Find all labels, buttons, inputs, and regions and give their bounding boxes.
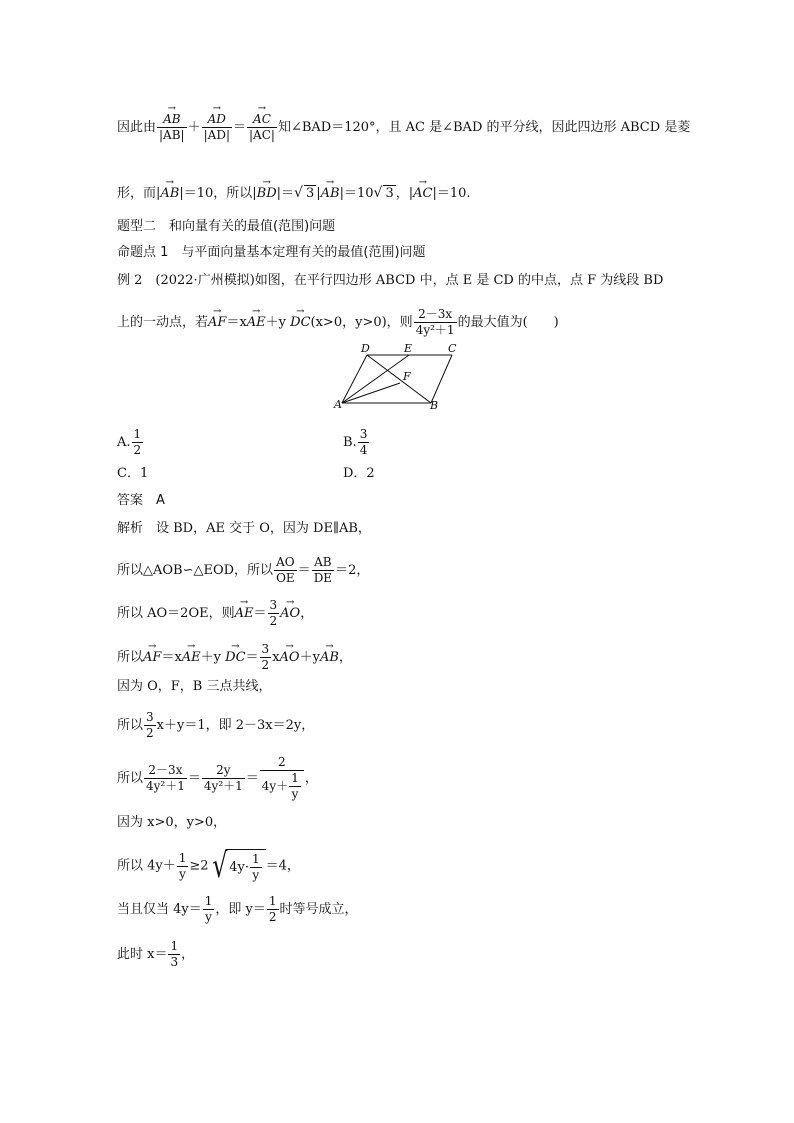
numerator: 1 <box>170 939 179 953</box>
text: ，| <box>395 186 414 201</box>
sqrt-sign: √ <box>373 185 383 201</box>
denominator: y <box>252 868 260 882</box>
equals-sign: ＝ <box>232 120 246 135</box>
numerator: 1 <box>268 894 277 908</box>
sqrt-3: 3 <box>305 186 315 201</box>
solution-line-10 <box>117 894 358 925</box>
denominator: DE <box>313 571 333 585</box>
solution-line-6 <box>117 710 314 741</box>
fraction <box>144 710 156 741</box>
text: 所以△AOB∽△EOD，所以 <box>117 563 274 578</box>
text: 上的一动点，若 <box>117 315 209 330</box>
fraction <box>260 642 272 673</box>
option-c: C．1 <box>117 466 149 481</box>
vector-bd: → BD <box>257 184 277 204</box>
fraction <box>358 427 370 458</box>
text: ＝x <box>161 650 182 665</box>
label-e: E <box>404 342 413 355</box>
vector-dc: → DC <box>290 313 310 333</box>
solution-line-11 <box>117 939 194 970</box>
solution-line-5: 因为 O，F，B 三点共线， <box>117 679 272 694</box>
text: 所以 AO＝2OE，则 <box>117 606 235 621</box>
denominator: 4 <box>359 443 368 457</box>
numerator: 2y <box>202 763 245 779</box>
label-c: C <box>448 342 457 355</box>
numerator: 1 <box>291 771 299 785</box>
line-rhombus-2 <box>117 183 471 204</box>
numerator: AB <box>312 555 334 571</box>
vector-ab: → AB <box>320 648 339 668</box>
text: ＋y <box>265 315 291 330</box>
magnitude-ab: |AB| <box>159 128 185 142</box>
option-b <box>343 427 370 458</box>
text: 所以 <box>117 771 144 786</box>
solution-line-4 <box>117 642 352 673</box>
denominator: 4y²＋1 <box>203 779 243 793</box>
equals-sign: ＝ <box>245 771 259 786</box>
fraction <box>168 939 180 970</box>
numerator: 3 <box>359 427 368 441</box>
solution-line-2 <box>117 555 369 586</box>
numerator: 3 <box>146 710 154 724</box>
text: 所以 <box>117 650 144 665</box>
text: 当且仅当 4y＝ <box>117 902 202 917</box>
fraction <box>203 894 215 925</box>
plus-sign: ＋ <box>187 120 201 135</box>
text: ＝2， <box>335 563 370 578</box>
edge-bc <box>431 355 452 403</box>
denominator: 2 <box>269 614 278 628</box>
denominator: y <box>291 787 299 801</box>
text: ， <box>300 606 314 621</box>
example-2-line-1: 例 2 (2022·广州模拟)如图，在平行四边形 ABCD 中，点 E 是 CD 的中点，点 F 为线段 BD <box>117 273 664 288</box>
denominator: OE <box>276 571 295 585</box>
numerator: AO <box>274 555 297 571</box>
label-a: A <box>334 398 342 411</box>
numerator: 2－3x <box>144 763 187 779</box>
text: ， <box>304 771 318 786</box>
solution-line-3 <box>117 598 313 629</box>
magnitude-ad: |AD| <box>203 128 230 142</box>
numerator: 2－3x <box>414 307 457 323</box>
option-label: B. <box>343 435 357 450</box>
text: |＝10. <box>432 186 471 201</box>
label-f: F <box>403 370 411 383</box>
vector-ao: → AO <box>280 604 300 624</box>
vector-ao: → AO <box>280 648 300 668</box>
magnitude-ac: |AC| <box>249 128 275 142</box>
solution-line-9 <box>117 846 300 886</box>
text: 的最大值为( ) <box>457 315 559 330</box>
line-rhombus-1 <box>117 112 690 143</box>
section-heading: 题型二 和向量有关的最值(范围)问题 <box>117 219 336 234</box>
option-label: A. <box>117 435 131 450</box>
text: 知∠BAD＝120°，且 AC 是∠BAD 的平分线，因此四边形 ABCD 是菱 <box>277 120 691 135</box>
text: |＝10，所以| <box>179 186 257 201</box>
denominator: 2 <box>261 658 270 672</box>
denominator: 2 <box>133 443 142 457</box>
target-fraction <box>414 307 457 338</box>
text: 此时 x＝ <box>117 947 168 962</box>
text: ＋y <box>200 650 226 665</box>
text: x＋y＝1，即 2－3x＝2y， <box>156 718 315 733</box>
fraction-ab <box>157 112 187 143</box>
vector-af: → AF <box>208 313 226 333</box>
text: ＝x <box>226 315 247 330</box>
text: ， <box>181 947 195 962</box>
solution-line-1: 解析 设 BD，AE 交于 O，因为 DE∥AB， <box>117 521 371 536</box>
text: 4y＋ <box>261 779 289 793</box>
text: 因此由 <box>117 120 157 135</box>
fraction <box>202 763 245 794</box>
text: x <box>272 650 280 665</box>
numerator: 2 <box>260 755 304 771</box>
text: | <box>316 186 321 201</box>
fraction-ac <box>247 112 277 143</box>
solution-line-8: 因为 x>0，y>0， <box>117 815 227 830</box>
denominator: 2 <box>268 910 277 924</box>
text: ≥2 <box>189 858 209 874</box>
vector-ac: → AC <box>253 112 271 127</box>
vector-ae: → AE <box>247 313 266 333</box>
numerator: 3 <box>261 642 270 656</box>
fraction <box>177 851 189 882</box>
denominator <box>260 771 304 802</box>
numerator: 1 <box>133 427 142 441</box>
radicand <box>226 849 265 883</box>
text: ， <box>338 650 352 665</box>
option-d: D．2 <box>343 466 375 481</box>
solution-line-7 <box>117 755 318 802</box>
equals-sign: ＝ <box>297 563 311 578</box>
text: ＋y <box>299 650 320 665</box>
fraction <box>268 598 280 629</box>
sqrt-sign: √ <box>211 846 227 886</box>
fraction-ad <box>202 112 232 143</box>
text: |＝ <box>276 186 295 201</box>
vector-ad: → AD <box>208 112 226 127</box>
text: 4y· <box>229 860 249 875</box>
text: (x>0，y>0)，则 <box>310 315 413 330</box>
fraction-ab-de <box>312 555 334 586</box>
answer-line: 答案 A <box>117 493 165 508</box>
vector-ab: → AB <box>163 112 180 127</box>
text: 所以 4y＋ <box>117 858 176 874</box>
denominator: y <box>205 910 212 924</box>
fraction <box>144 763 187 794</box>
vector-ab: → AB <box>321 184 340 204</box>
vector-ab: → AB <box>160 184 179 204</box>
text: ＝ <box>253 606 267 621</box>
complex-fraction <box>260 755 304 802</box>
numerator: 1 <box>204 894 213 908</box>
text: ＝ <box>245 650 259 665</box>
numerator: 3 <box>269 598 278 612</box>
text: 形，而| <box>117 186 161 201</box>
text: ＝4， <box>265 858 300 874</box>
label-b: B <box>430 399 439 412</box>
vector-ae: → AE <box>182 648 201 668</box>
fraction <box>132 427 144 458</box>
fraction <box>267 894 279 925</box>
numerator: 1 <box>251 852 260 866</box>
fraction <box>289 771 301 802</box>
text: 时等号成立， <box>279 902 358 917</box>
denominator: 4y²＋1 <box>146 779 185 793</box>
numerator: 1 <box>178 850 187 865</box>
text: ，即 y＝ <box>215 902 266 917</box>
sqrt-sign: √ <box>294 185 303 201</box>
denominator: y <box>179 866 186 881</box>
vector-dc: → DC <box>225 648 245 668</box>
denominator: 2 <box>146 726 154 740</box>
vector-af: → AF <box>143 648 161 668</box>
text: 所以 <box>117 718 144 733</box>
denominator: 4y²＋1 <box>415 323 455 337</box>
denominator: 3 <box>170 955 179 969</box>
example-2-line-2 <box>117 307 559 338</box>
label-d: D <box>361 342 370 355</box>
vector-ae: → AE <box>235 604 254 624</box>
equals-sign: ＝ <box>187 771 201 786</box>
fraction-ao-oe <box>274 555 297 586</box>
sqrt-3: 3 <box>385 186 394 201</box>
subsection-heading: 命题点 1 与平面向量基本定理有关的最值(范围)问题 <box>117 245 426 260</box>
parallelogram-figure <box>330 340 465 415</box>
option-a <box>117 427 144 458</box>
vector-ac: → AC <box>413 184 432 204</box>
fraction <box>250 852 262 883</box>
text: |＝10 <box>339 186 374 201</box>
